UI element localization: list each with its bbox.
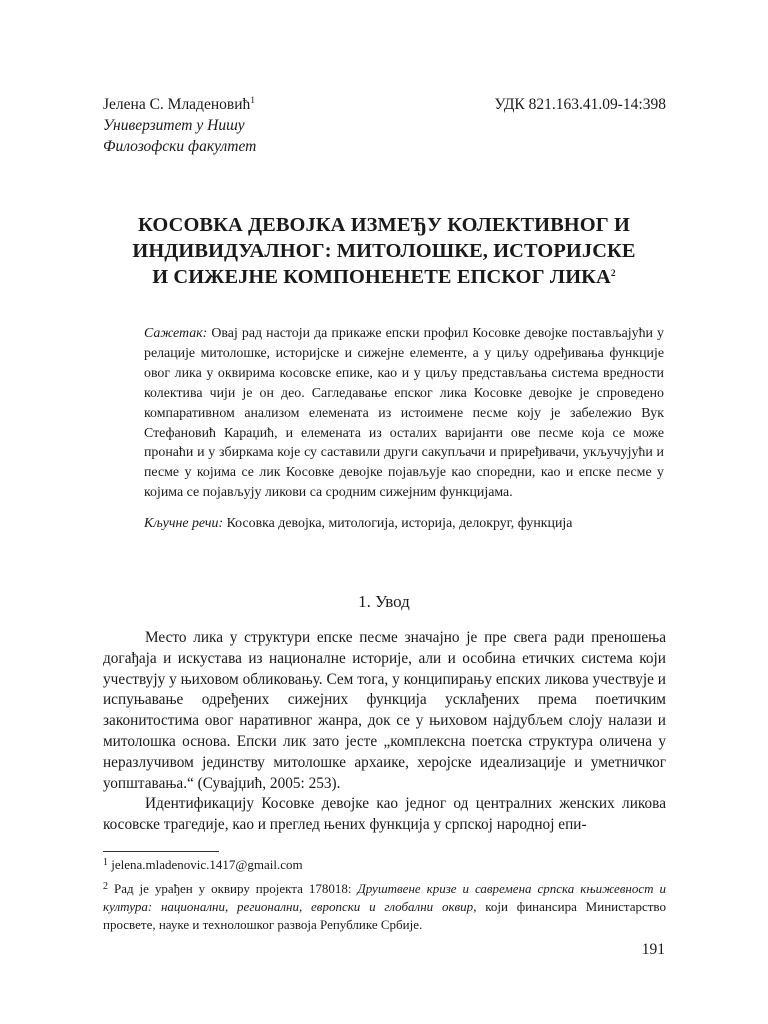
university: Универзитет у Нишу bbox=[103, 117, 245, 134]
footnote-1-email[interactable]: jelena.mladenovic.1417@gmail.com bbox=[111, 857, 303, 872]
footnote-1 bbox=[103, 856, 666, 874]
footnote-2-suffix: , који финансира Министарство просвете, науке и технолошког развоја Републике Србије. bbox=[103, 899, 666, 932]
keywords-text: Косовка девојка, митологија, историја, делокруг, функција bbox=[226, 516, 573, 531]
footnote-2-number: 2 bbox=[103, 881, 108, 892]
author-name: Јелена С. Младеновић bbox=[103, 96, 251, 113]
keywords-label: Кључне речи: bbox=[144, 516, 224, 531]
title-line-2: ИНДИВИДУАЛНОГ: МИТОЛОШКЕ, ИСТОРИЈСКЕ bbox=[132, 240, 636, 262]
udk-code: УДК 821.163.41.09-14:398 bbox=[494, 96, 666, 113]
footnote-rule bbox=[103, 851, 219, 852]
abstract-text: Овај рад настоји да прикаже епски профил Косовке девојке постављајући у релације митолошке, историјске и сижејне елементе, а у циљу одређивања функције овог лика у оквирима косовске епике, као и у циљу представљања система вредности колектива чији је он део. Сагледавање епског лика Косовке девојке је спроведено компаративном анализом елемената из истоимене песме коју је забележио Вук Стефановић Караџић, и елемената из осталих варијанти ове песме која се може пронаћи и у збиркама које су саставили други сакупљачи и приређивачи, укључујући и песме у којима се лик Косовке девојке појављује као споредни, као и епске песме у којима се појављују ликови са сродним сижејним функцијама. bbox=[144, 326, 664, 501]
footnote-2-project-title: Друштвене кризе и савремена српска књижевност и култура: национални, регионални, европски и глобални оквир bbox=[103, 881, 666, 914]
page-number: 191 bbox=[641, 941, 665, 958]
abstract-label: Сажетак: bbox=[144, 326, 208, 341]
section-heading: 1. Увод bbox=[358, 592, 410, 611]
title-line-3-wrap bbox=[100, 264, 668, 290]
footnote-1-number: 1 bbox=[103, 857, 108, 868]
paper-title bbox=[100, 212, 668, 290]
abstract bbox=[144, 324, 664, 503]
footnote-2 bbox=[103, 880, 666, 934]
paragraph-2: Идентификацију Косовке девојке као једног од централних женских ликова косовске трагедије, као и преглед њених функција у српској народној епи- bbox=[103, 795, 666, 834]
faculty: Филозофски факултет bbox=[103, 138, 257, 155]
title-footnote-ref: 2 bbox=[610, 269, 616, 279]
author-footnote-ref: 1 bbox=[250, 96, 255, 106]
header bbox=[103, 94, 666, 157]
footnote-2-prefix: Рад је урађен у оквиру пројекта 178018: bbox=[113, 881, 352, 896]
keywords bbox=[144, 514, 664, 534]
body-text bbox=[103, 628, 666, 836]
title-line-1: КОСОВКА ДЕВОЈКА ИЗМЕЂУ КОЛЕКТИВНОГ И bbox=[138, 214, 630, 236]
title-line-3: И СИЖЕЈНЕ КОМПОНЕНЕТЕ ЕПСКОГ ЛИКА bbox=[152, 266, 611, 288]
paragraph-1: Место лика у структури епске песме значајно је пре свега ради преношења догађаја и искустава из националне историје, али и особина етичких система који учествују у њиховом обликовању. Сем тога, у конципирању епских ликова учествује и испуњавање одређених сижејних функција усклађених према поетичким законитостима овог наративног жанра, док се у њиховом најдубљем слоју налази и митолошка основа. Епски лик зато јесте „комплексна поетска структура оличена у неразлучивом јединству митолошке архаике, херојске идеализације и уметничког уопштавања.“ (Сувајџић, 2005: 253). bbox=[103, 629, 666, 792]
